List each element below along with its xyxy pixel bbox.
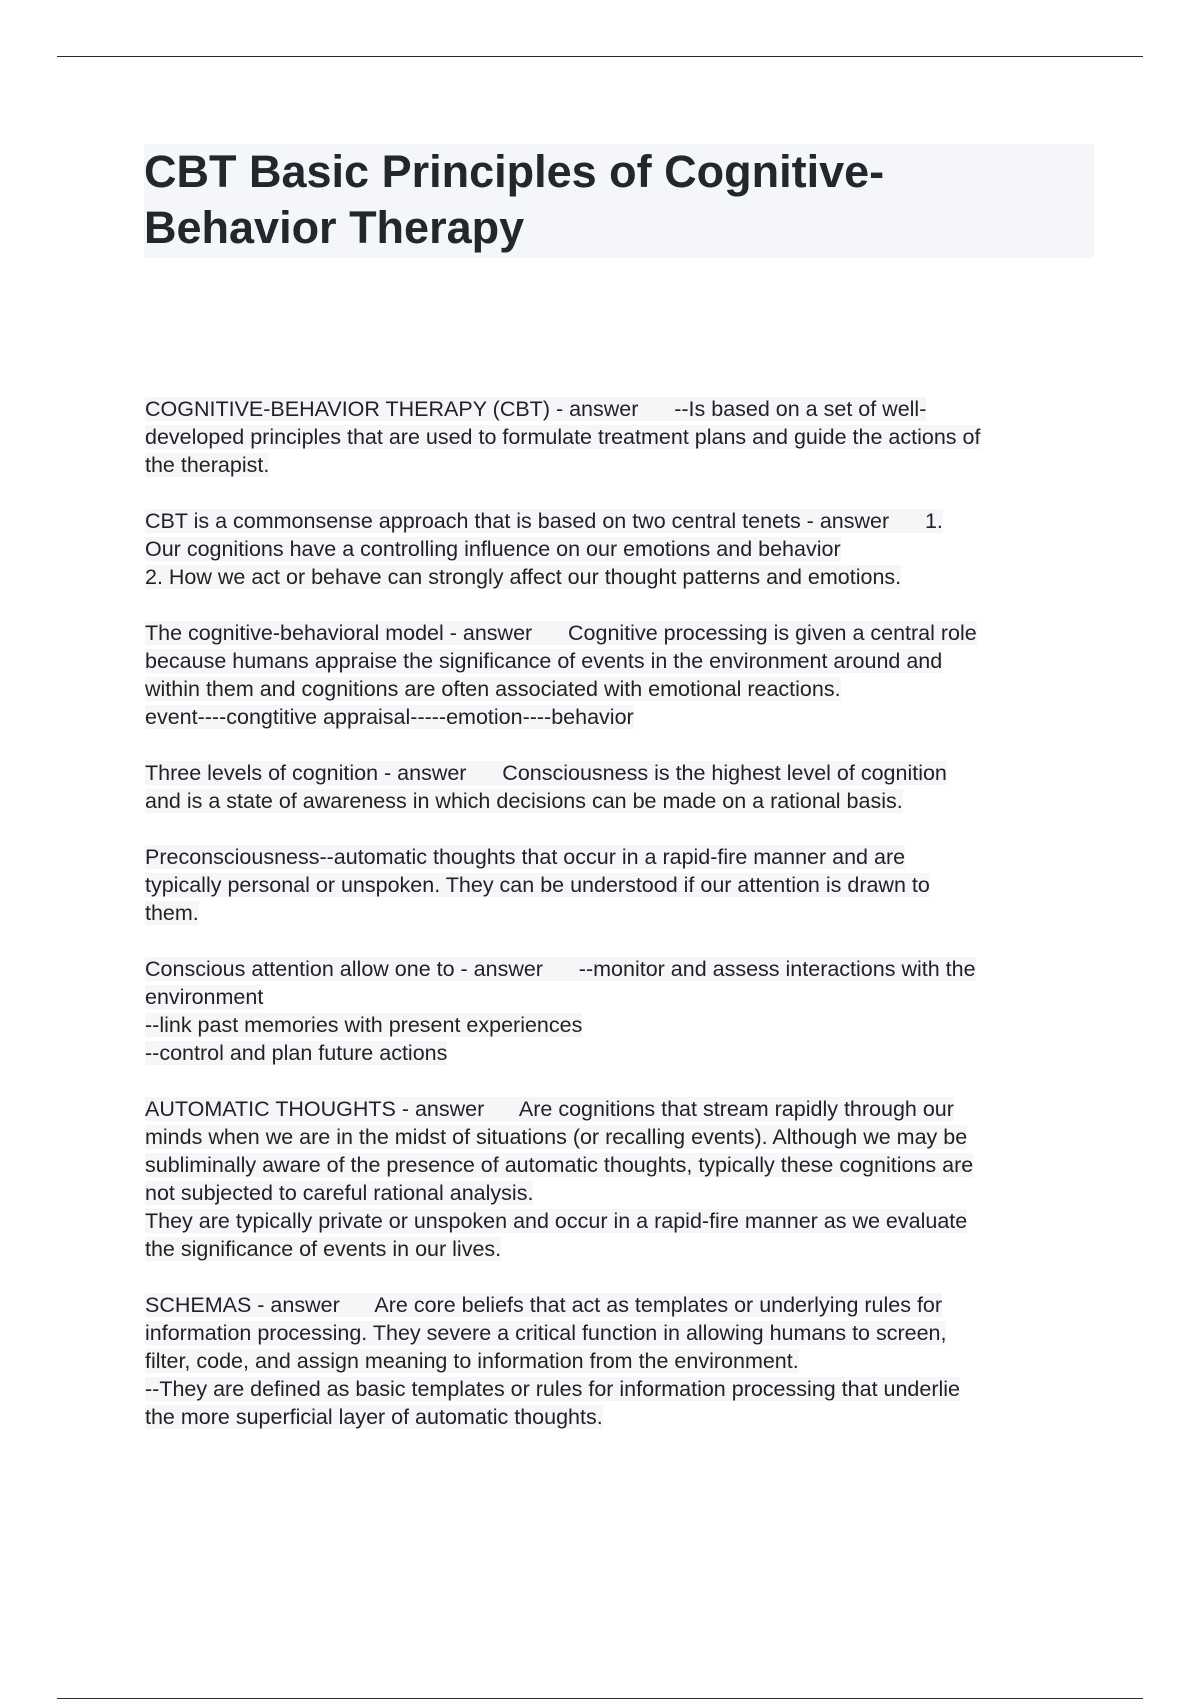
entry-line-text: event----congtitive appraisal-----emotion----behavior <box>145 705 634 729</box>
entry-line-text: SCHEMAS - answer Are core beliefs that act as templates or underlying rules for <box>145 1293 943 1317</box>
entry-line <box>145 1179 1090 1207</box>
entry-line-text: --They are defined as basic templates or rules for information processing that underlie <box>145 1377 961 1401</box>
entry-line <box>145 955 1090 983</box>
entry-line-text: information processing. They severe a critical function in allowing humans to screen, <box>145 1321 947 1345</box>
entry-line-text: developed principles that are used to formulate treatment plans and guide the actions of <box>145 425 981 449</box>
entry-line-text: the significance of events in our lives. <box>145 1237 502 1261</box>
entry-line <box>145 1403 1090 1431</box>
entry-line-text: typically personal or unspoken. They can be understood if our attention is drawn to <box>145 873 930 897</box>
entry-line <box>145 759 1090 787</box>
title-line-1: CBT Basic Principles of Cognitive- <box>144 146 885 197</box>
entry-line <box>145 983 1090 1011</box>
entry-line <box>145 1039 1090 1067</box>
entry-line-text: The cognitive-behavioral model - answer Cognitive processing is given a central role <box>145 621 977 645</box>
entry-line <box>145 1235 1090 1263</box>
entry-line <box>145 1291 1090 1319</box>
entry-line-text: CBT is a commonsense approach that is based on two central tenets - answer 1. <box>145 509 943 533</box>
top-divider <box>57 56 1143 57</box>
entry-line-text: not subjected to careful rational analysis. <box>145 1181 534 1205</box>
entry-line-text: within them and cognitions are often associated with emotional reactions. <box>145 677 841 701</box>
entry-line <box>145 451 1090 479</box>
qa-entry <box>145 955 1090 1067</box>
entry-line <box>145 1123 1090 1151</box>
bottom-divider <box>57 1698 1143 1699</box>
qa-entry <box>145 759 1090 815</box>
entry-line <box>145 1319 1090 1347</box>
entry-line <box>145 675 1090 703</box>
entry-line-text: subliminally aware of the presence of automatic thoughts, typically these cognitions are <box>145 1153 974 1177</box>
entry-line <box>145 899 1090 927</box>
qa-entry <box>145 507 1090 591</box>
entry-line <box>145 1151 1090 1179</box>
document-body <box>145 395 1090 1459</box>
qa-entry <box>145 395 1090 479</box>
entry-line <box>145 535 1090 563</box>
entry-line <box>145 647 1090 675</box>
entry-line-text: and is a state of awareness in which decisions can be made on a rational basis. <box>145 789 903 813</box>
entry-line <box>145 843 1090 871</box>
entry-line <box>145 703 1090 731</box>
entry-line <box>145 1375 1090 1403</box>
entry-line <box>145 507 1090 535</box>
page-title <box>144 144 1090 256</box>
entry-line <box>145 871 1090 899</box>
entry-line <box>145 787 1090 815</box>
entry-line-text: the therapist. <box>145 453 270 477</box>
entry-line-text: Conscious attention allow one to - answer --monitor and assess interactions with the <box>145 957 976 981</box>
entry-line-text: environment <box>145 985 264 1009</box>
entry-line-text: them. <box>145 901 199 925</box>
entry-line-text: Preconsciousness--automatic thoughts that occur in a rapid-fire manner and are <box>145 845 906 869</box>
entry-line <box>145 619 1090 647</box>
entry-line-text: the more superficial layer of automatic thoughts. <box>145 1405 603 1429</box>
title-block <box>144 144 1094 258</box>
entry-line-text: They are typically private or unspoken and occur in a rapid-fire manner as we evaluate <box>145 1209 968 1233</box>
qa-entry <box>145 619 1090 731</box>
qa-entry <box>145 1291 1090 1431</box>
entry-line-text: --link past memories with present experiences <box>145 1013 583 1037</box>
entry-line-text: 2. How we act or behave can strongly affect our thought patterns and emotions. <box>145 565 902 589</box>
entry-line <box>145 395 1090 423</box>
entry-line-text: AUTOMATIC THOUGHTS - answer Are cognitions that stream rapidly through our <box>145 1097 954 1121</box>
entry-line-text: minds when we are in the midst of situations (or recalling events). Although we may be <box>145 1125 968 1149</box>
entry-line <box>145 423 1090 451</box>
entry-line-text: filter, code, and assign meaning to information from the environment. <box>145 1349 799 1373</box>
entry-line-text: Three levels of cognition - answer Consciousness is the highest level of cognition <box>145 761 947 785</box>
entry-line <box>145 1095 1090 1123</box>
entry-line <box>145 563 1090 591</box>
entry-line-text: --control and plan future actions <box>145 1041 448 1065</box>
title-line-2: Behavior Therapy <box>144 202 525 253</box>
entry-line-text: Our cognitions have a controlling influence on our emotions and behavior <box>145 537 841 561</box>
qa-entry <box>145 1095 1090 1263</box>
entry-line <box>145 1207 1090 1235</box>
entry-line <box>145 1347 1090 1375</box>
entry-line-text: because humans appraise the significance of events in the environment around and <box>145 649 943 673</box>
entry-line-text: COGNITIVE-BEHAVIOR THERAPY (CBT) - answer --Is based on a set of well- <box>145 397 927 421</box>
entry-line <box>145 1011 1090 1039</box>
qa-entry <box>145 843 1090 927</box>
